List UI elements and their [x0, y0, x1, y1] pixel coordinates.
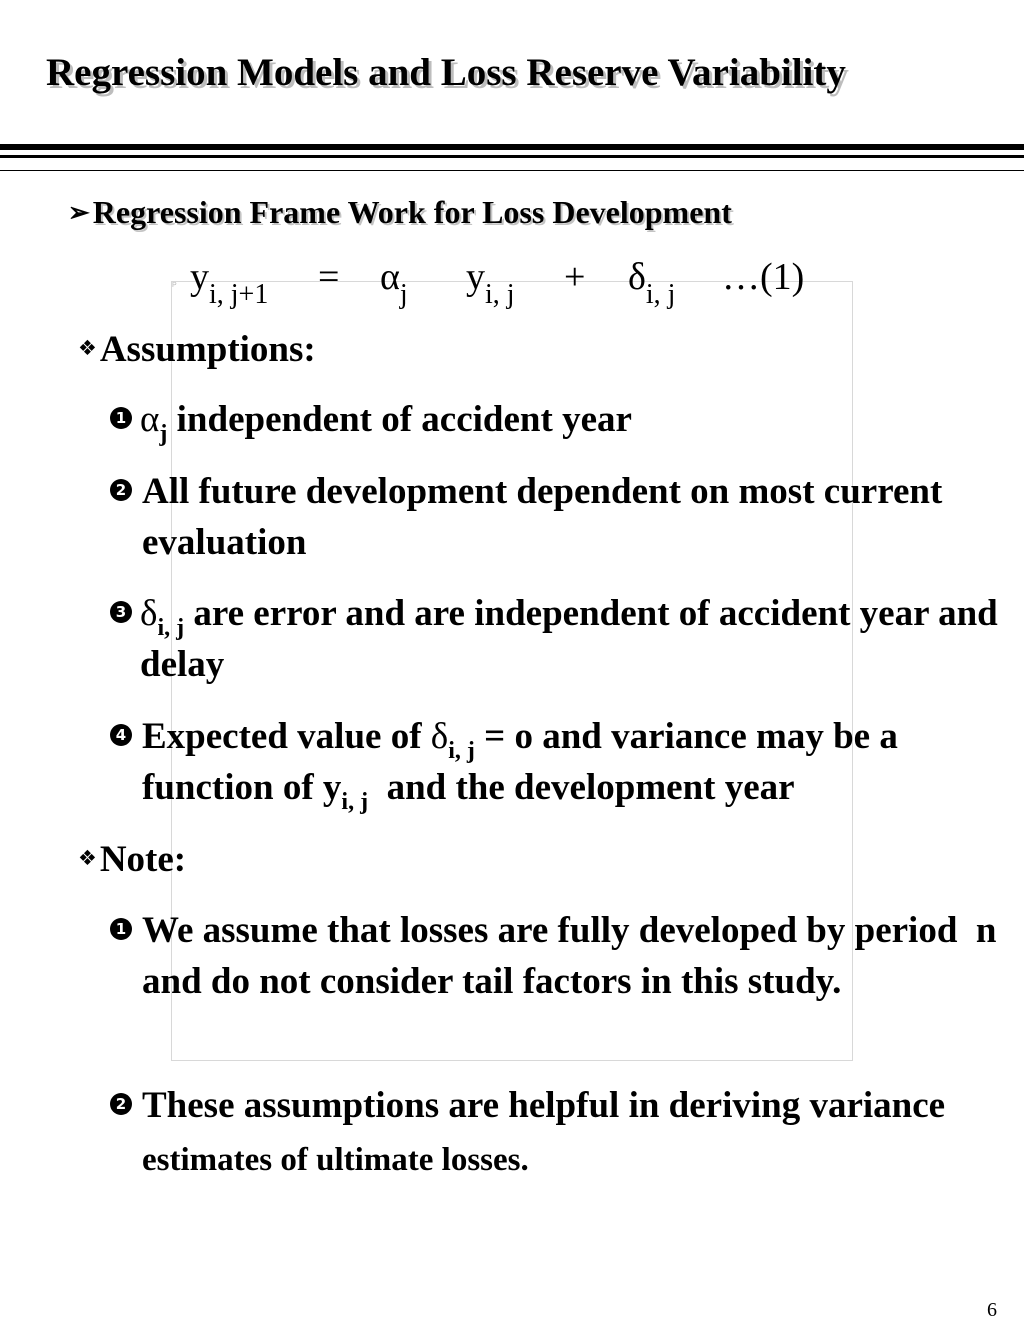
- note-heading: [78, 838, 186, 881]
- note-text-b: estimates of ultimate losses.: [142, 1142, 529, 1178]
- diamond-bullet-icon: ❖: [78, 846, 97, 870]
- assumption-text-a: Expected value of: [142, 716, 431, 757]
- eq-alpha: [380, 258, 408, 309]
- note-text: We assume that losses are fully developed by period n and do not consider tail factors in this study.: [142, 910, 1006, 1002]
- title-rule-medium: [0, 155, 1024, 158]
- delta-symbol: δ: [430, 716, 449, 757]
- note-text-a: These assumptions are helpful in deriving variance: [142, 1085, 946, 1126]
- eq-alpha-sub: j: [399, 279, 408, 310]
- eq-delta: [628, 258, 675, 309]
- assumption-item: [110, 466, 1010, 568]
- note-item: [110, 1080, 1010, 1186]
- y-subscript: i, j: [341, 789, 369, 815]
- placeholder-mark: P: [172, 282, 177, 289]
- arrow-bullet-icon: ➢: [68, 198, 90, 227]
- eq-y-sub: i, j: [485, 279, 515, 310]
- diamond-bullet-icon: ❖: [78, 336, 97, 360]
- delta-symbol: δ: [140, 593, 158, 634]
- section-heading: [68, 194, 732, 231]
- page-number: 6: [987, 1299, 997, 1321]
- eq-lhs-var: y: [190, 256, 209, 298]
- assumption-text-c: and the development year: [368, 767, 795, 808]
- title-rule-thin: [0, 170, 1024, 171]
- assumption-text: are error and are independent of accident year and delay: [140, 593, 998, 685]
- assumption-item: [110, 394, 1010, 445]
- assumption-text-b: = o and variance may be a function of y: [142, 716, 898, 808]
- assumption-text: All future development dependent on most current evaluation: [142, 471, 943, 563]
- eq-y: [466, 258, 515, 309]
- delta-subscript: i, j: [157, 615, 185, 641]
- number-2-icon: 2: [110, 1093, 132, 1115]
- eq-equals: =: [318, 256, 340, 298]
- assumptions-heading: [78, 328, 316, 371]
- number-1-icon: 1: [110, 918, 132, 940]
- slide-title: Regression Models and Loss Reserve Variability: [46, 51, 846, 94]
- eq-delta-symbol: δ: [628, 256, 646, 298]
- delta-subscript: i, j: [448, 738, 475, 764]
- number-1-icon: 1: [110, 407, 132, 429]
- eq-alpha-symbol: α: [380, 256, 400, 298]
- assumptions-heading-text: Assumptions:: [99, 329, 316, 370]
- eq-lhs: [190, 258, 268, 309]
- eq-plus: +: [564, 256, 586, 298]
- eq-label: …(1): [722, 256, 805, 298]
- number-2-icon: 2: [110, 479, 132, 501]
- title-rule-thick: [0, 144, 1024, 150]
- note-heading-text: Note:: [99, 839, 187, 880]
- number-4-icon: 4: [110, 724, 132, 746]
- section-heading-text: Regression Frame Work for Loss Development: [92, 194, 732, 230]
- eq-delta-sub: i, j: [645, 279, 676, 310]
- assumption-text: independent of accident year: [167, 399, 632, 440]
- alpha-subscript: j: [159, 421, 168, 447]
- assumption-item: [110, 711, 1010, 813]
- assumption-item: [110, 588, 1010, 690]
- alpha-symbol: α: [140, 399, 160, 440]
- eq-lhs-sub: i, j+1: [209, 279, 269, 310]
- eq-y-var: y: [466, 256, 485, 298]
- note-item: [110, 905, 1010, 1007]
- number-3-icon: 3: [110, 601, 132, 623]
